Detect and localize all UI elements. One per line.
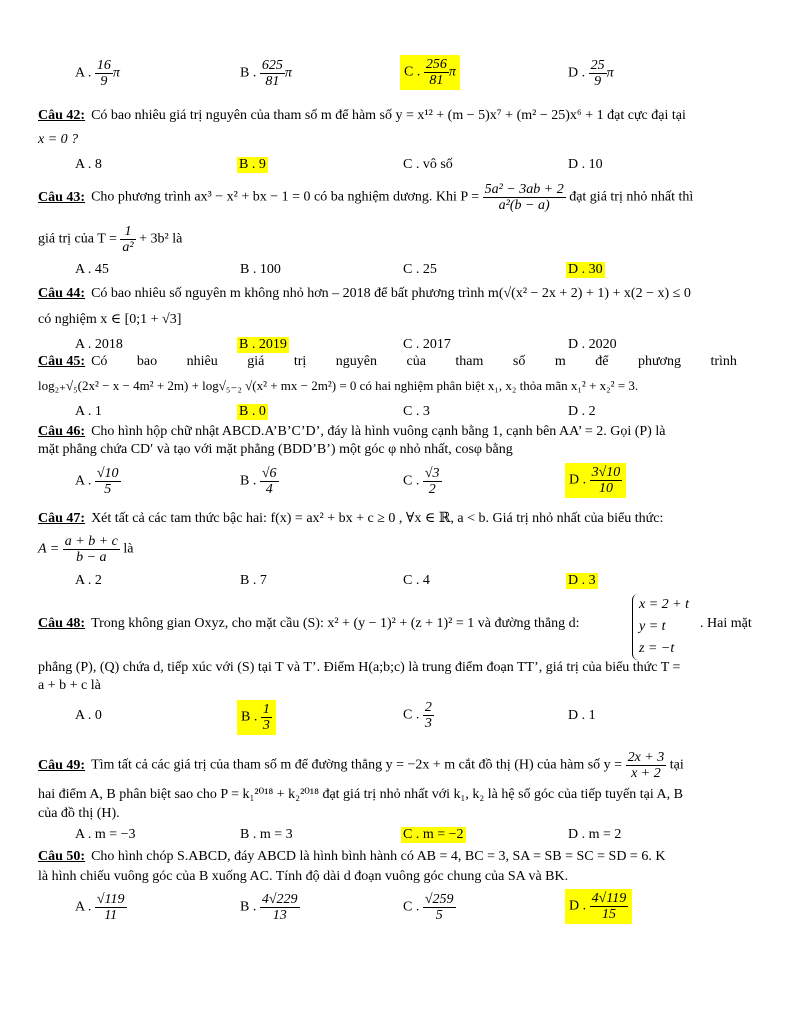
- q46-option-c: [403, 466, 442, 497]
- denominator: a²(b − a): [498, 198, 550, 213]
- denominator: 2: [428, 482, 436, 497]
- denominator: 3: [424, 716, 432, 731]
- option-label: B .: [240, 899, 257, 915]
- q46-stem: [38, 424, 665, 440]
- option-label: A .: [75, 473, 92, 489]
- numerator: 5a² − 3ab + 2: [484, 182, 564, 197]
- option-label: A .: [75, 65, 92, 81]
- q43-option-b: B . 100: [240, 262, 281, 277]
- q48-line-system: [632, 594, 689, 660]
- question-text: Trong không gian Oxyz, cho mặt cầu (S): x² + (y − 1)² + (z + 1)² = 1 và đường thẳng d:: [91, 616, 580, 631]
- q46-stem-line2: mặt phẳng chứa CD′ và tạo với mặt phẳng (BDD’B’) một góc φ nhỏ nhất, cosφ bằng: [38, 442, 513, 457]
- denominator: 9: [594, 74, 602, 89]
- q41-option-d: [568, 58, 614, 89]
- system-equation: x = 2 + t: [639, 597, 689, 612]
- option-label: B .: [240, 65, 257, 81]
- question-text: Cho hình chóp S.ABCD, đáy ABCD là hình bình hành có AB = 4, BC = 3, SA = SB = SC = SD = 6. K: [91, 849, 666, 864]
- q48-stem-line3: a + b + c là: [38, 678, 101, 693]
- denominator: 5: [104, 482, 112, 497]
- q48-stem-line2: phẳng (P), (Q) chứa d, tiếp xúc với (S) tại T và T’. Điểm H(a;b;c) là trung điểm đoạn TT’, giá trị của biểu thức T =: [38, 660, 681, 675]
- denominator: 4: [265, 482, 273, 497]
- denominator: 81: [265, 74, 280, 89]
- denominator: 81: [429, 73, 444, 88]
- numerator: 625: [261, 58, 283, 73]
- numerator: 1: [120, 224, 135, 240]
- fraction: [260, 466, 279, 497]
- numerator: 25: [590, 58, 605, 73]
- q42-option-b-answer: B . 9: [239, 157, 266, 172]
- numerator: 2x + 3: [627, 750, 665, 765]
- fraction: [423, 466, 442, 497]
- q49-option-a: A . m = −3: [75, 827, 136, 842]
- numerator: √10: [96, 466, 119, 481]
- q46-option-d-answer: [565, 463, 626, 498]
- fraction: [423, 700, 434, 731]
- q47-option-b: B . 7: [240, 573, 267, 588]
- denominator: 13: [272, 908, 287, 923]
- q43-stem: [38, 182, 693, 213]
- q45-option-d: D . 2: [568, 404, 596, 419]
- fraction: [424, 57, 449, 88]
- question-text: tại: [669, 757, 684, 773]
- denominator: 9: [100, 74, 108, 89]
- q43-option-c: C . 25: [403, 262, 437, 277]
- q48-stem: [38, 616, 579, 632]
- fraction: [261, 702, 272, 733]
- question-text: đạt giá trị nhỏ nhất thì: [569, 189, 694, 205]
- question-text: A =: [38, 541, 60, 557]
- q47-option-c: C . 4: [403, 573, 430, 588]
- fraction: [120, 224, 135, 255]
- question-text: Có bao nhiêu số nguyên m không nhỏ hơn – 2018 để bất phương trình m(√(x² − 2x + 2) + 1) + x(2 − x) ≤ 0: [91, 286, 691, 301]
- option-label: D .: [569, 898, 587, 914]
- q41-option-c-answer: [400, 55, 460, 90]
- q47-stem: [38, 510, 663, 527]
- question-label: Câu 45:: [38, 354, 86, 369]
- question-text: Cho hình hộp chữ nhật ABCD.A’B’C’D’, đáy là hình vuông cạnh bằng 1, cạnh bên AA’ = 2. Gọi (P) là: [91, 424, 666, 439]
- fraction: [95, 466, 121, 497]
- denominator: a²: [122, 240, 134, 255]
- q44-option-b-answer: B . 2019: [239, 337, 287, 352]
- q50-stem-line2: là hình chiếu vuông góc của B xuống AC. Tính độ dài d đoạn vuông góc chung của SA và BK.: [38, 869, 569, 884]
- q41-option-a: [75, 58, 120, 89]
- numerator: 4√119: [591, 891, 627, 906]
- numerator: √6: [261, 466, 277, 481]
- q47-stem-line2: [38, 534, 133, 565]
- q45-option-a: A . 1: [75, 404, 102, 419]
- q42-option-a: A . 8: [75, 157, 102, 172]
- denominator: 10: [598, 481, 613, 496]
- denominator: 5: [435, 908, 443, 923]
- question-label: Câu 42:: [38, 108, 86, 123]
- q49-stem: [38, 750, 684, 781]
- fraction: [590, 465, 623, 496]
- fraction: [590, 891, 629, 922]
- fraction: [260, 58, 285, 89]
- q48-option-c: [403, 700, 434, 731]
- question-text: là: [123, 541, 134, 557]
- q43-stem-line2: [38, 224, 182, 255]
- denominator: 15: [601, 907, 616, 922]
- q50-option-d-answer: [565, 889, 632, 924]
- pi-symbol: π: [448, 64, 456, 80]
- question-text: Xét tất cả các tam thức bậc hai: f(x) = ax² + bx + c ≥ 0 , ∀x ∈ ℝ, a < b. Giá trị nhỏ nhất của biểu thức:: [91, 511, 664, 526]
- q50-option-c: [403, 892, 456, 923]
- numerator: a + b + c: [64, 534, 118, 549]
- question-text: Tìm tất cả các giá trị của tham số m để đường thẳng y = −2x + m cắt đồ thị (H) của hàm số y =: [91, 757, 623, 773]
- question-label: Câu 44:: [38, 286, 86, 301]
- q48-option-b-answer: [237, 700, 276, 735]
- pi-symbol: π: [284, 65, 292, 81]
- denominator: b − a: [76, 550, 107, 565]
- question-text: . Hai mặt: [700, 616, 752, 631]
- fraction: [626, 750, 667, 781]
- question-label: Câu 50:: [38, 849, 86, 864]
- q44-stem-line2: có nghiệm x ∈ [0;1 + √3]: [38, 312, 182, 327]
- fraction: [589, 58, 607, 89]
- question-text: Có bao nhiêu giá trị nguyên của tham số m để phương trình: [91, 354, 737, 369]
- numerator: √3: [424, 466, 440, 481]
- question-label: Câu 49:: [38, 757, 86, 773]
- denominator: x + 2: [631, 766, 661, 781]
- pi-symbol: π: [112, 65, 120, 81]
- question-label: Câu 46:: [38, 424, 86, 439]
- option-label: C .: [404, 64, 421, 80]
- q50-option-a: [75, 892, 127, 923]
- system-equation: y = t: [639, 619, 666, 634]
- q49-stem-line2: hai điểm A, B phân biệt sao cho P = k₁²⁰¹⁸ + k₂²⁰¹⁸ đạt giá trị nhỏ nhất với k₁, k₂ là hệ số góc của tiếp tuyến tại A, B: [38, 787, 683, 802]
- fraction: [423, 892, 456, 923]
- question-text: + 3b² là: [139, 231, 183, 247]
- denominator: 3: [262, 718, 270, 733]
- q43-option-a: A . 45: [75, 262, 109, 277]
- q43-option-d-answer: D . 30: [568, 262, 603, 277]
- option-label: B .: [241, 709, 258, 725]
- denominator: 11: [104, 908, 118, 923]
- fraction: [483, 182, 566, 213]
- q49-option-d: D . m = 2: [568, 827, 622, 842]
- q45-stem-line2: log₂₊√₅(2x² − x − 4m² + 2m) + log√₅₋₂ √(x² + mx − 2m²) = 0 có hai nghiệm phân biệt x₁, x₂ thỏa mãn x₁² + x₂² = 3.: [38, 378, 639, 393]
- fraction: [95, 892, 127, 923]
- q44-option-a: A . 2018: [75, 337, 123, 352]
- fraction: [63, 534, 120, 565]
- option-label: A .: [75, 899, 92, 915]
- q49-option-c-answer: C . m = −2: [403, 827, 464, 842]
- q48-option-d: D . 1: [568, 708, 596, 723]
- numerator: 256: [425, 57, 447, 72]
- numerator: 16: [96, 58, 111, 73]
- numerator: √259: [424, 892, 454, 907]
- option-label: D .: [569, 472, 587, 488]
- q45-stem: [38, 354, 754, 370]
- fraction: [260, 892, 300, 923]
- numerator: 1: [262, 702, 270, 717]
- q46-option-a: [75, 466, 121, 497]
- q42-stem: [38, 108, 686, 124]
- q44-option-c: C . 2017: [403, 337, 451, 352]
- numerator: √119: [96, 892, 125, 907]
- option-label: C .: [403, 707, 420, 723]
- q48-option-a: A . 0: [75, 708, 102, 723]
- q45-option-b-answer: B . 0: [239, 404, 266, 419]
- question-text: Có bao nhiêu giá trị nguyên của tham số m để hàm số y = x¹² + (m − 5)x⁷ + (m² − 25)x⁶ + 1 đạt cực đại tại: [91, 108, 686, 123]
- option-label: C .: [403, 473, 420, 489]
- q49-option-b: B . m = 3: [240, 827, 293, 842]
- question-text: giá trị của T =: [38, 231, 117, 247]
- numerator: 4√229: [261, 892, 298, 907]
- question-label: Câu 47:: [38, 511, 86, 526]
- q41-option-b: [240, 58, 292, 89]
- q50-stem: [38, 849, 665, 865]
- q50-option-b: [240, 892, 300, 923]
- q46-option-b: [240, 466, 279, 497]
- q44-stem: [38, 286, 691, 302]
- q49-stem-line3: của đồ thị (H).: [38, 806, 120, 821]
- q45-option-c: C . 3: [403, 404, 430, 419]
- q47-option-d-answer: D . 3: [568, 573, 596, 588]
- question-label: Câu 43:: [38, 189, 86, 205]
- q42-option-d: D . 10: [568, 157, 603, 172]
- option-label: C .: [403, 899, 420, 915]
- q42-option-c: C . vô số: [403, 157, 453, 172]
- numerator: 2: [424, 700, 432, 715]
- question-text: Cho phương trình ax³ − x² + bx − 1 = 0 có ba nghiệm dương. Khi P =: [91, 189, 480, 205]
- q42-stem-line2: [38, 132, 78, 148]
- pi-symbol: π: [606, 65, 614, 81]
- option-label: D .: [568, 65, 586, 81]
- q44-option-d: D . 2020: [568, 337, 617, 352]
- numerator: 3√10: [591, 465, 621, 480]
- option-label: B .: [240, 473, 257, 489]
- fraction: [95, 58, 113, 89]
- question-label: Câu 48:: [38, 616, 86, 631]
- system-equation: z = −t: [639, 641, 675, 656]
- question-text: x = 0 ?: [38, 132, 79, 147]
- q47-option-a: A . 2: [75, 573, 102, 588]
